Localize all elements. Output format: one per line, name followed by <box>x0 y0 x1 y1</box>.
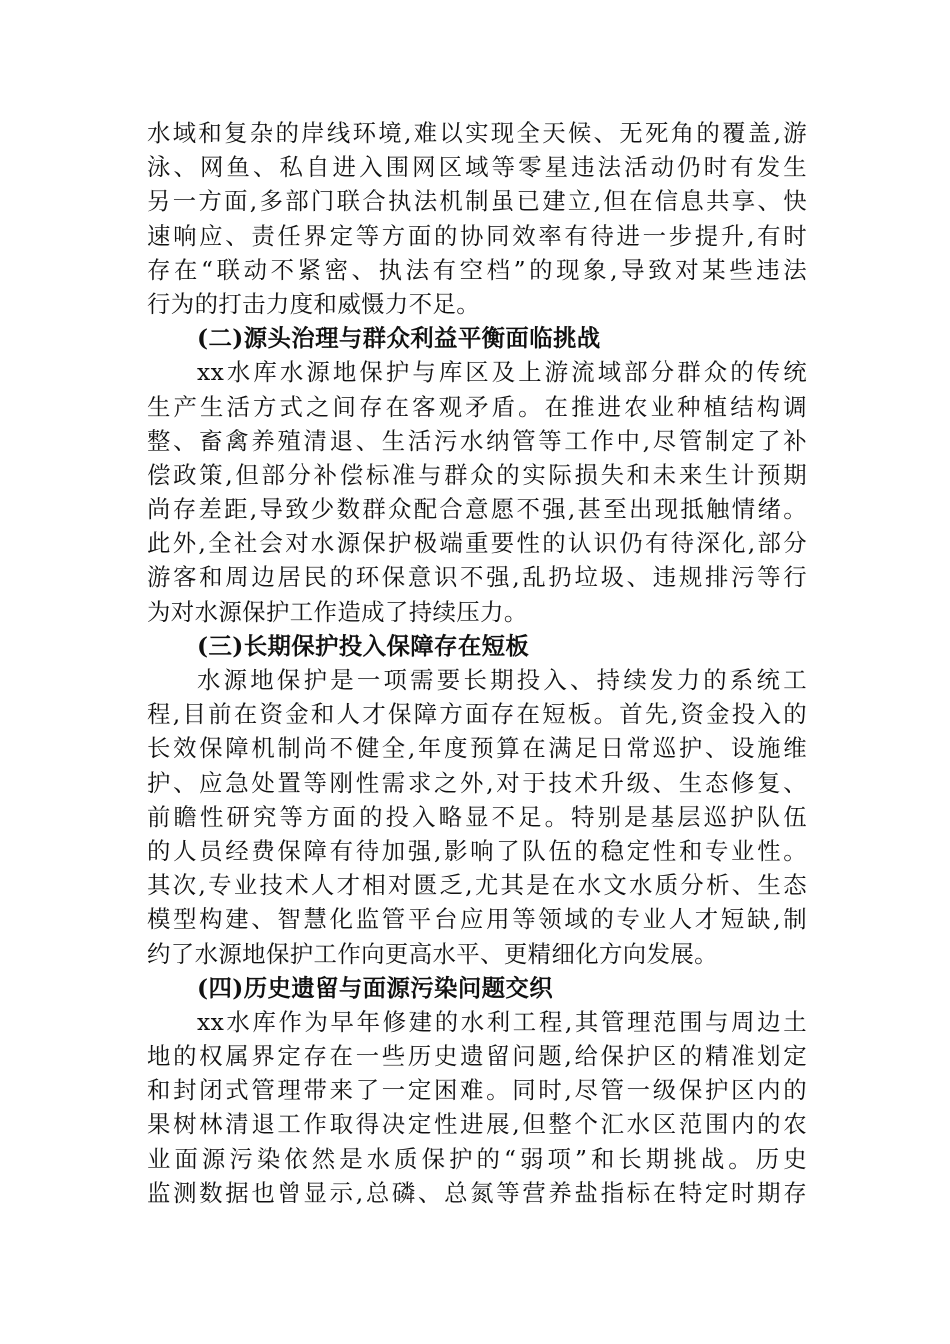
paragraph-last-line: 行为的打击力度和威慑力不足。 <box>147 289 481 318</box>
paragraph-line: 长效保障机制尚不健全,年度预算在满足日常巡护、设施维 <box>147 734 807 763</box>
paragraph-last-line: 约了水源地保护工作向更高水平、更精细化方向发展。 <box>147 939 718 968</box>
paragraph-line: 另一方面,多部门联合执法机制虽已建立,但在信息共享、快 <box>147 187 807 216</box>
paragraph-first-line: xx水库作为早年修建的水利工程,其管理范围与周边土 <box>197 1007 807 1036</box>
paragraph-first-line: xx水库水源地保护与库区及上游流域部分群众的传统 <box>197 358 807 387</box>
paragraph-line: 生产生活方式之间存在客观矛盾。在推进农业种植结构调 <box>147 392 807 421</box>
paragraph-line: 整、畜禽养殖清退、生活污水纳管等工作中,尽管制定了补 <box>147 426 807 455</box>
paragraph-line: 程,目前在资金和人才保障方面存在短板。首先,资金投入的 <box>147 700 807 729</box>
paragraph-line: 泳、网鱼、私自进入围网区域等零星违法活动仍时有发生 <box>147 153 807 182</box>
section-heading: (三)长期保护投入保障存在短板 <box>197 631 530 660</box>
paragraph-line: 存在“联动不紧密、执法有空档”的现象,导致对某些违法 <box>147 255 807 284</box>
paragraph-line: 游客和周边居民的环保意识不强,乱扔垃圾、违规排污等行 <box>147 563 807 592</box>
paragraph-line: 尚存差距,导致少数群众配合意愿不强,甚至出现抵触情绪。 <box>147 495 807 524</box>
paragraph-line: 的人员经费保障有待加强,影响了队伍的稳定性和专业性。 <box>147 836 807 865</box>
paragraph-first-line: 水源地保护是一项需要长期投入、持续发力的系统工 <box>197 666 807 694</box>
paragraph-last-line: 为对水源保护工作造成了持续压力。 <box>147 597 528 626</box>
paragraph-line: 业面源污染依然是水质保护的“弱项”和长期挑战。历史 <box>147 1144 807 1173</box>
paragraph-line: 速响应、责任界定等方面的协同效率有待进一步提升,有时 <box>147 221 807 250</box>
paragraph-line: 偿政策,但部分补偿标准与群众的实际损失和未来生计预期 <box>147 460 807 489</box>
paragraph-line: 模型构建、智慧化监管平台应用等领域的专业人才短缺,制 <box>147 905 807 934</box>
paragraph-line: 其次,专业技术人才相对匮乏,尤其是在水文水质分析、生态 <box>147 871 807 900</box>
paragraph-line: 果树林清退工作取得决定性进展,但整个汇水区范围内的农 <box>147 1110 807 1139</box>
section-heading: (四)历史遗留与面源污染问题交织 <box>197 973 554 1002</box>
paragraph-line: 前瞻性研究等方面的投入略显不足。特别是基层巡护队伍 <box>147 802 807 831</box>
paragraph-line: 监测数据也曾显示,总磷、总氮等营养盐指标在特定时期存 <box>147 1178 807 1207</box>
paragraph-line: 和封闭式管理带来了一定困难。同时,尽管一级保护区内的 <box>147 1076 807 1105</box>
paragraph-line: 此外,全社会对水源保护极端重要性的认识仍有待深化,部分 <box>147 529 807 558</box>
section-heading: (二)源头治理与群众利益平衡面临挑战 <box>197 324 601 353</box>
document-page <box>147 116 807 1210</box>
paragraph-line: 地的权属界定存在一些历史遗留问题,给保护区的精准划定 <box>147 1042 807 1071</box>
paragraph-line: 水域和复杂的岸线环境,难以实现全天候、无死角的覆盖,游 <box>147 119 807 147</box>
paragraph-line: 护、应急处置等刚性需求之外,对于技术升级、生态修复、 <box>147 768 807 797</box>
